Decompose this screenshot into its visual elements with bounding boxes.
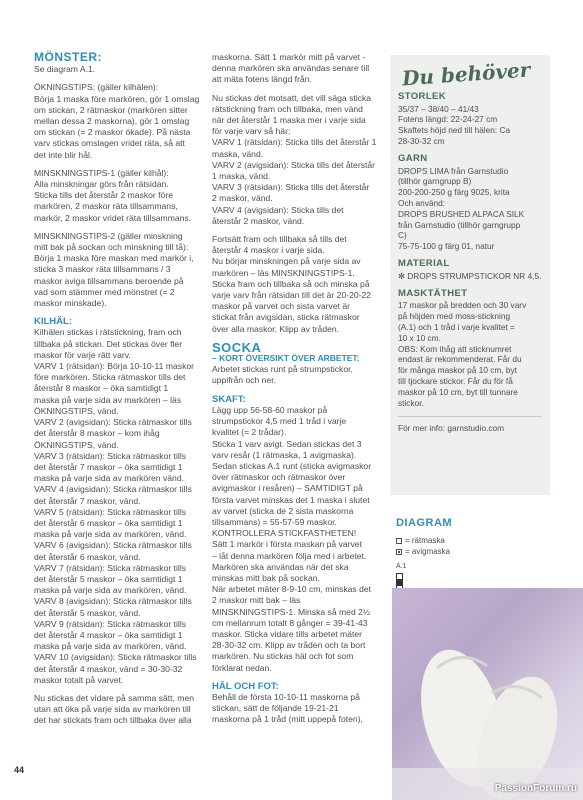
kilhal-heading: KILHÄL: (34, 316, 72, 328)
diagram-legend (396, 535, 450, 557)
monster-heading: MÖNSTER: (34, 50, 102, 64)
column-left (34, 52, 204, 734)
storlek-text: 35/37 – 38/40 – 41/43 Fotens längd: 22-24-27 cm Skaftets höjd ned till hälen: Ca 28-30-32 cm (398, 103, 511, 146)
kilhal-end-text: Nu stickas det vidare på samma sätt, men utan att öka på varje sida av markören till det har stickats fram och tillbaka över alla (34, 692, 195, 726)
socks-illustration (392, 588, 583, 800)
legend-label-avigmaska: = avigmaska (405, 547, 451, 556)
col2-para-3: Fortsätt fram och tillbaka så tills det återstår 4 maskor i varje sida. Nu börjar minskningen på varje sida av markören – läs MINSKNINGSTIPS-1. Sticka fram och tillbaka så och minska på varje varv från rätsidan till det är 20-20-22 maskor på varvet och sista varvet är stickat från avigsidan, sticka rätmaskor över alla maskor. Klipp av tråden. (212, 234, 372, 334)
diagram-chart-label: A.1 (396, 563, 407, 570)
legend-item-ratmaska (396, 535, 450, 546)
legend-label-ratmaska: = rätmaska (405, 536, 445, 545)
garn-heading: GARN (398, 152, 428, 164)
skaft-text: Lägg upp 56-58-60 maskor på strumpstickor 4,5 med 1 tråd i varje kvalitet (= 2 trådar). Sticka 1 varv avigt. Sedan stickas det 3 varv resår (1 rätmaska, 1 avigmaska). Sedan stickas A.1 runt (sticka avigmaskor över rätmaskor och rätmaskor över avigmaskor i resåren) – SAMTIDIGT på första varvet minskas det 1 maska i slutet av varvet (sticka de 2 sista maskorna tillsammans) = 55-57-59 maskor. KONTROLLERA STICKFASTHETEN! Sätt 1 markör i första maskan på varvet – låt denna markören följa med i arbetet. Markören ska användas när det ska minskas mitt bak på sockan. När arbetet mäter 8-9-10 cm, minskas det 2 maskor mitt bak – läs MINSKNINGSTIPS-1. Minska så med 2½ cm mellanrum totalt 8 gånger = 39-41-43 maskor. Sticka vidare tills arbetet mäter 28-30-32 cm. Klipp av tråden och ta bort markören. Nu stickas häl och fot som förklarat nedan. (212, 404, 372, 673)
watermark: PassionForum.ru (494, 783, 577, 794)
box-divider (398, 416, 542, 417)
col2-para-1: maskorna. Sätt 1 markör mitt på varvet - denna markören ska användas senare till att mäta fotens längd från. (212, 52, 370, 85)
masktathet-text: 17 maskor på bredden och 30 varv på höjden med moss-stickning (A.1) och 1 tråd i varje kvalitet = 10 x 10 cm. OBS: Kom ihåg att sticknumret endast är rekommenderat. Får du för många maskor på 10 cm, byt till tjockare stickor. Får du för få maskor på 10 cm, byt till tunnare stickor. (398, 300, 527, 408)
garn-text: DROPS LIMA från Garnstudio (tillhör garngrupp B) 200-200-250 g färg 9025, krita Och använd: DROPS BRUSHED ALPACA SILK från Garnstudio (tillhör garngrupp C) 75-75-100 g färg 01, natur (398, 165, 525, 252)
socka-heading: SOCKA (212, 339, 262, 355)
more-info-text: För mer info: garnstudio.com (398, 423, 505, 434)
minskningstips1-text: MINSKNINGSTIPS-1 (gäller kilhål): Alla minskningar görs från rätsidan. Sticka tills det återstår 2 maskor före markören, 2 maskor räta tillsammans, markör, 2 maskor vridet räta tillsammans. (34, 167, 192, 223)
box-title: Du behöver (401, 57, 531, 91)
storlek-heading: STORLEK (398, 90, 447, 102)
minskningstips2-text: MINSKNINGSTIPS-2 (gäller minskning mitt bak på sockan och minskning till tå): Börja 1 maska före maskan med markör i, sticka 3 maskor räta tillsammans / 3 maskor aviga tillsammans beroende på vad som stämmer med mönstret (= 2 maskor minskade). (34, 230, 194, 309)
socks-photo (392, 588, 583, 800)
diagram-heading: DIAGRAM (396, 517, 453, 529)
material-text: ✻ DROPS STRUMPSTICKOR NR 4,5. (398, 270, 542, 281)
col2-para-2: Nu stickas det motsatt, det vill säga sticka rätstickning fram och tillbaka, men vänd när det återstår 1 maska mer i varje sida för varje varv så här: VARV 1 (rätsidan): Sticka tills det återstår 1 maska, vänd. VARV 2 (avigsidan): Sticka tills det återstår 1 maska, vänd. VARV 3 (rätsidan): Sticka tills det återstår 2 maskor, vänd. VARV 4 (avigsidan): Sticka tills det återstår 2 maskor, vänd. (212, 92, 377, 226)
column-middle (212, 52, 384, 733)
skaft-heading: SKAFT: (212, 393, 246, 405)
socka-text: Arbetet stickas runt på strumpstickor, uppifrån och ner. (212, 364, 353, 386)
material-heading: MATERIAL (398, 257, 450, 269)
legend-item-avigmaska (396, 546, 450, 557)
socka-subheading: – KORT ÖVERSIKT ÖVER ARBETET: (212, 353, 360, 364)
masktathet-heading: MASKTÄTHET (398, 287, 468, 299)
materials-box (390, 55, 550, 495)
kilhal-text: Kilhälen stickas i rätstickning, fram och tillbaka på stickan. Det stickas över fler maskor för varje rätt varv. VARV 1 (rätsidan): Börja 10-10-11 maskor före markören. Sticka rätmaskor tills det återstår 8 maskor – öka samtidigt 1 maska på varje sida av markören – läs ÖKNINGSTIPS, vänd. VARV 2 (avigsidan): Sticka rätmaskor tills det återstår 8 maskor – kom ihåg ÖKNINGSTIPS, vänd. VARV 3 (rätsidan): Sticka rätmaskor tills det återstår 7 maskor – öka samtidigt 1 maska på varje sida av markören vänd. VARV 4 (avigsidan): Sticka rätmaskor tills det återstår 7 maskor, vänd. VARV 5 (rätsidan): Sticka rätmaskor tills det återstår 6 maskor – öka samtidigt 1 maska på varje sida av markören, vänd. VARV 6 (avigsidan): Sticka rätmaskor tills det återstår 6 maskor, vänd. VARV 7 (rätsidan): Sticka rätmaskor tills det återstår 5 maskor – öka samtidigt 1 maska på varje sida av markören, vänd. VARV 8 (avigsidan): Sticka rätmaskor tills det återstår 5 maskor, vänd. VARV 9 (rätsidan): Sticka rätmaskor tills det återstår 4 maskor – öka samtidigt 1 maska på varje sida av markören, vänd. VARV 10 (avigsidan): Sticka rätmaskor tills det återstår 4 maskor, vänd = 30-30-32 maskor totalt på varvet. (34, 327, 197, 685)
empty-square-icon (396, 538, 402, 544)
hal-text: Behåll de första 10-10-11 maskorna på stickan, sätt de följande 19-21-21 maskorna på 1 tråd (mitt uppepå foten), (212, 691, 363, 725)
dot-square-icon (396, 549, 402, 555)
okningstips-text: ÖKNINGSTIPS: (gäller kilhälen): Börja 1 maska före markören, gör 1 omslag om stickan, 2 rätmaskor (markören sitter mellan dessa 2 maskorna), gör 1 omslag om stickan (= 2 maskor ökade). På nästa varv stickas omslagen vridet räta, så att det inte blir hål. (34, 82, 200, 160)
page-number: 44 (14, 765, 25, 775)
hal-heading: HÄL OCH FOT: (212, 680, 279, 692)
monster-intro: Se diagram A.1. (34, 64, 96, 75)
